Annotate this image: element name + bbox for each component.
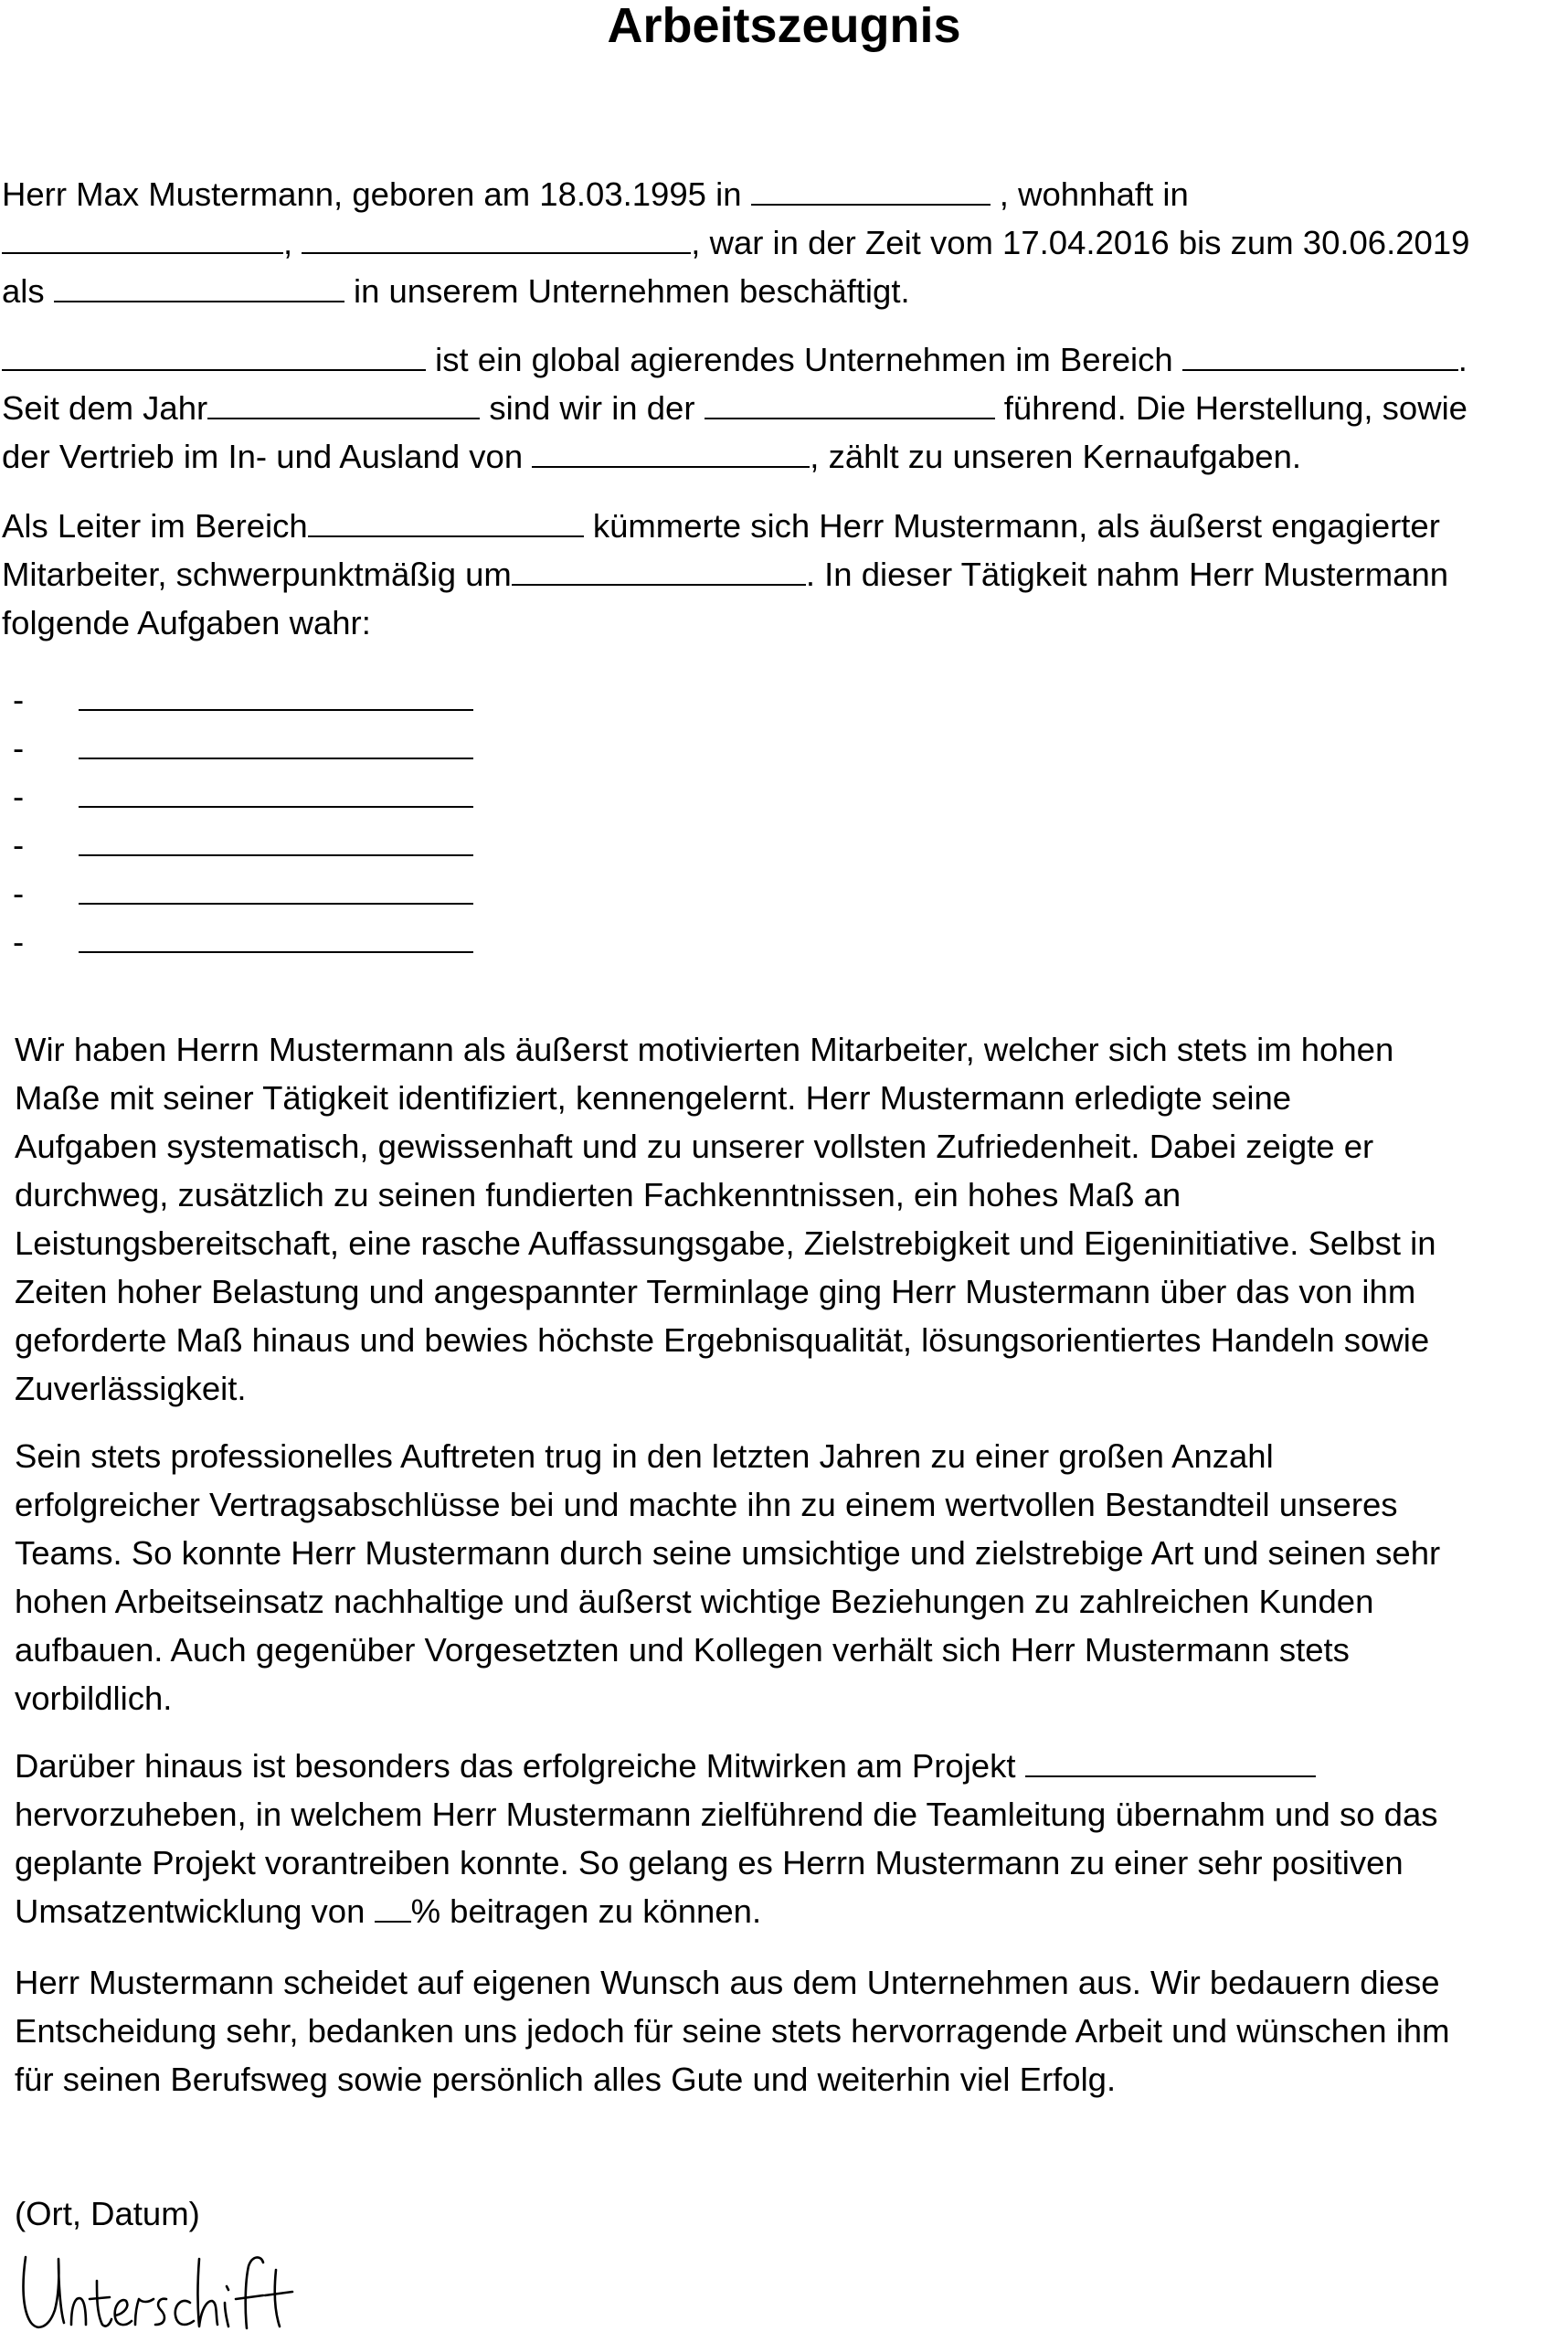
- intro-text: , war in der Zeit vom 17.04.2016 bis zum 30.06.2019: [691, 224, 1470, 261]
- focus-blank: [512, 556, 806, 586]
- conduct-line: vorbildlich.: [15, 1680, 173, 1717]
- department-blank: [308, 508, 584, 537]
- conduct-line: Teams. So konnte Herr Mustermann durch seine umsichtige und zielstrebige Art und seinen sehr: [15, 1534, 1441, 1572]
- bullet-dash: -: [13, 826, 25, 864]
- company-text: ist ein global agierendes Unternehmen im Bereich: [426, 341, 1182, 378]
- task-blank: [79, 875, 473, 905]
- company-line: [2, 432, 1467, 481]
- conduct-paragraph: [15, 1432, 1440, 1722]
- performance-line: Zuverlässigkeit.: [15, 1370, 247, 1407]
- project-line: [15, 1742, 1438, 1790]
- project-paragraph: [15, 1742, 1438, 1935]
- intro-text: Herr Max Mustermann, geboren am 18.03.1995 in: [2, 175, 751, 213]
- conduct-line: hohen Arbeitseinsatz nachhaltige und äußerst wichtige Beziehungen zu zahlreichen Kunden: [15, 1583, 1374, 1620]
- performance-line: geforderte Maß hinaus und bewies höchste Ergebnisqualität, lösungsorientiertes Handeln sowie: [15, 1321, 1430, 1359]
- project-line: geplante Projekt vorantreiben konnte. So gelang es Herrn Mustermann zu einer sehr positiven: [15, 1844, 1404, 1881]
- task-list-item: [13, 917, 473, 966]
- bullet-dash: -: [13, 681, 25, 718]
- intro-paragraph: [2, 170, 1469, 315]
- role-line: [2, 550, 1448, 599]
- task-blank: [79, 827, 473, 856]
- performance-line: durchweg, zusätzlich zu seinen fundierten Fachkenntnissen, ein hohes Maß an: [15, 1176, 1181, 1213]
- market-blank: [705, 390, 995, 419]
- intro-text: , wohnhaft in: [990, 175, 1189, 213]
- project-text: Umsatzentwicklung von: [15, 1892, 375, 1930]
- residence-street-blank: [302, 225, 691, 254]
- task-blank: [79, 730, 473, 759]
- performance-line: Aufgaben systematisch, gewissenhaft und zu unserer vollsten Zufriedenheit. Dabei zeigte er: [15, 1128, 1374, 1165]
- task-blank: [79, 779, 473, 808]
- role-text: . In dieser Tätigkeit nahm Herr Mustermann: [805, 556, 1449, 593]
- performance-line: Zeiten hoher Belastung und angespannter Terminlage ging Herr Mustermann über das von ihm: [15, 1273, 1416, 1310]
- performance-line: Maße mit seiner Tätigkeit identifiziert, kennengelernt. Herr Mustermann erledigte seine: [15, 1079, 1292, 1117]
- industry-blank: [1182, 342, 1458, 371]
- intro-text: als: [2, 272, 54, 310]
- company-text: Seit dem Jahr: [2, 389, 208, 427]
- role-text: kümmerte sich Herr Mustermann, als äußerst engagierter: [583, 507, 1440, 545]
- project-line: [15, 1887, 1438, 1935]
- closing-line: für seinen Berufsweg sowie persönlich alles Gute und weiterhin viel Erfolg.: [15, 2061, 1117, 2098]
- intro-text: ,: [283, 224, 302, 261]
- company-paragraph: [2, 335, 1467, 481]
- company-name-blank: [2, 342, 426, 371]
- conduct-line: erfolgreicher Vertragsabschlüsse bei und machte ihn zu einem wertvollen Bestandteil unseres: [15, 1486, 1398, 1523]
- role-line: folgende Aufgaben wahr:: [2, 604, 371, 641]
- project-text: Darüber hinaus ist besonders das erfolgreiche Mitwirken am Projekt: [15, 1747, 1025, 1785]
- closing-paragraph: [15, 1958, 1450, 2104]
- task-list-item: [13, 821, 473, 869]
- bullet-dash: -: [13, 729, 25, 767]
- products-blank: [532, 439, 810, 468]
- task-list: [13, 675, 473, 966]
- company-line: [2, 384, 1467, 432]
- place-date-label: (Ort, Datum): [15, 2195, 200, 2232]
- signature-drawing: [18, 2246, 329, 2337]
- company-line: [2, 335, 1467, 384]
- bullet-dash: -: [13, 874, 25, 912]
- task-blank: [79, 682, 473, 711]
- birthplace-blank: [751, 176, 991, 206]
- project-name-blank: [1025, 1748, 1316, 1777]
- intro-line: [2, 218, 1469, 267]
- year-blank: [207, 390, 480, 419]
- company-text: , zählt zu unseren Kernaufgaben.: [810, 438, 1302, 475]
- residence-city-blank: [2, 225, 283, 254]
- signature: [18, 2246, 329, 2337]
- role-text: Als Leiter im Bereich: [2, 507, 308, 545]
- closing-line: Herr Mustermann scheidet auf eigenen Wunsch aus dem Unternehmen aus. Wir bedauern diese: [15, 1964, 1440, 2001]
- conduct-line: Sein stets professionelles Auftreten trug in den letzten Jahren zu einer großen Anzahl: [15, 1437, 1274, 1475]
- role-paragraph: [2, 502, 1448, 647]
- project-line: hervorzuheben, in welchem Herr Mustermann zielführend die Teamleitung übernahm und so das: [15, 1796, 1438, 1833]
- document-title: Arbeitszeugnis: [607, 0, 961, 53]
- task-list-item: [13, 869, 473, 917]
- position-blank: [54, 273, 344, 302]
- intro-text: in unserem Unternehmen beschäftigt.: [344, 272, 910, 310]
- percent-blank: [375, 1893, 411, 1923]
- bullet-dash: -: [13, 778, 25, 815]
- company-text: führend. Die Herstellung, sowie: [994, 389, 1467, 427]
- intro-line: [2, 170, 1469, 218]
- closing-line: Entscheidung sehr, bedanken uns jedoch für seine stets hervorragende Arbeit und wünschen ihm: [15, 2012, 1450, 2050]
- task-blank: [79, 924, 473, 953]
- company-text: .: [1457, 341, 1467, 378]
- performance-line: Wir haben Herrn Mustermann als äußerst motivierten Mitarbeiter, welcher sich stets im hohen: [15, 1031, 1394, 1068]
- conduct-line: aufbauen. Auch gegenüber Vorgesetzten und Kollegen verhält sich Herr Mustermann stets: [15, 1631, 1350, 1669]
- performance-paragraph: [15, 1025, 1436, 1413]
- task-list-item: [13, 724, 473, 772]
- performance-line: Leistungsbereitschaft, eine rasche Auffassungsgabe, Zielstrebigkeit und Eigeninitiative. Selbst in: [15, 1224, 1436, 1262]
- task-list-item: [13, 675, 473, 724]
- company-text: der Vertrieb im In- und Ausland von: [2, 438, 533, 475]
- project-text: % beitragen zu können.: [410, 1892, 762, 1930]
- role-line: [2, 502, 1448, 550]
- company-text: sind wir in der: [480, 389, 705, 427]
- intro-line: [2, 267, 1469, 315]
- bullet-dash: -: [13, 923, 25, 960]
- task-list-item: [13, 772, 473, 821]
- role-text: Mitarbeiter, schwerpunktmäßig um: [2, 556, 512, 593]
